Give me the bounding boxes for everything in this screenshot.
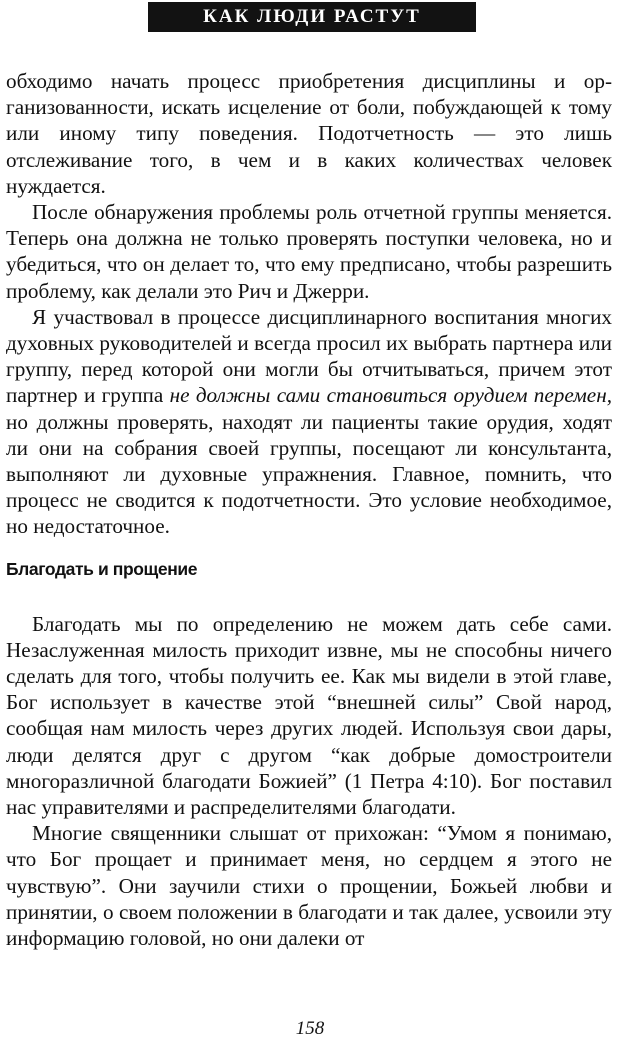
- running-header: [148, 2, 476, 32]
- section-spacer: [6, 582, 612, 611]
- paragraph: После обнаружения проблемы роль отчетной группы меняется. Теперь она должна не только проверять поступки человека, но и убедиться, что он делает то, что ему предписано, чтобы разрешить проблему, как делали это Рич и Джерри.: [6, 200, 612, 303]
- section-heading: Благодать и прощение: [6, 558, 198, 579]
- paragraph-continuation: обходимо начать процесс приобретения дисциплины и организованности, искать исцеление от боли, побуждающей к тому или иному типу поведения. Подотчетность — это лишь отслеживание того, в чем и в каких количествах человек нуждается.: [6, 69, 612, 198]
- paragraph-text: Я участвовал в процессе дисциплинарного воспитания многих духовных руководителей и всегда просил их выбрать партнера или группу, перед которой они могли бы отчитываться, причем этот партнер и группа: [6, 304, 612, 408]
- paragraph: Благодать мы по определению не можем дать себе сами. Незаслуженная милость приходит извне, мы не способны ничего сделать для того, чтобы получить ее. Как мы видели в этой главе, Бог использует в качестве этой “внешней силы” Свой народ, сообщая нам милость через других людей. Используя свои дары, люди делятся друг с другом “как добрые домостроители многоразличной благодати Божией” (1 Петра 4:10). Бог поставил нас управителями и распределителями благодати.: [6, 611, 612, 820]
- body-text: [6, 68, 612, 951]
- emphasized-text: не должны сами становиться орудием перемен,: [169, 383, 612, 408]
- paragraph-with-emphasis: [6, 304, 612, 540]
- paragraph-text: но должны проверять, находят ли пациенты такие орудия, ходят ли они на собрания своей группы, посещают ли консультанта, выполняют ли духовные упражнения. Главное, помнить, что процесс не сводится к подотчетности. Это условие необходимое, но недостаточное.: [6, 409, 612, 539]
- running-header-title: КАК ЛЮДИ РАСТУТ: [203, 6, 421, 27]
- page-number: 158: [295, 1018, 325, 1039]
- paragraph: Многие священники слышат от прихожан: “Умом я понимаю, что Бог прощает и принимает меня, но сердцем я этого не чувствую”. Они заучили стихи о прощении, Божьей любви и принятии, о своем положении в благодати и так далее, усвоили эту информацию головой, но они далеки от: [6, 821, 612, 951]
